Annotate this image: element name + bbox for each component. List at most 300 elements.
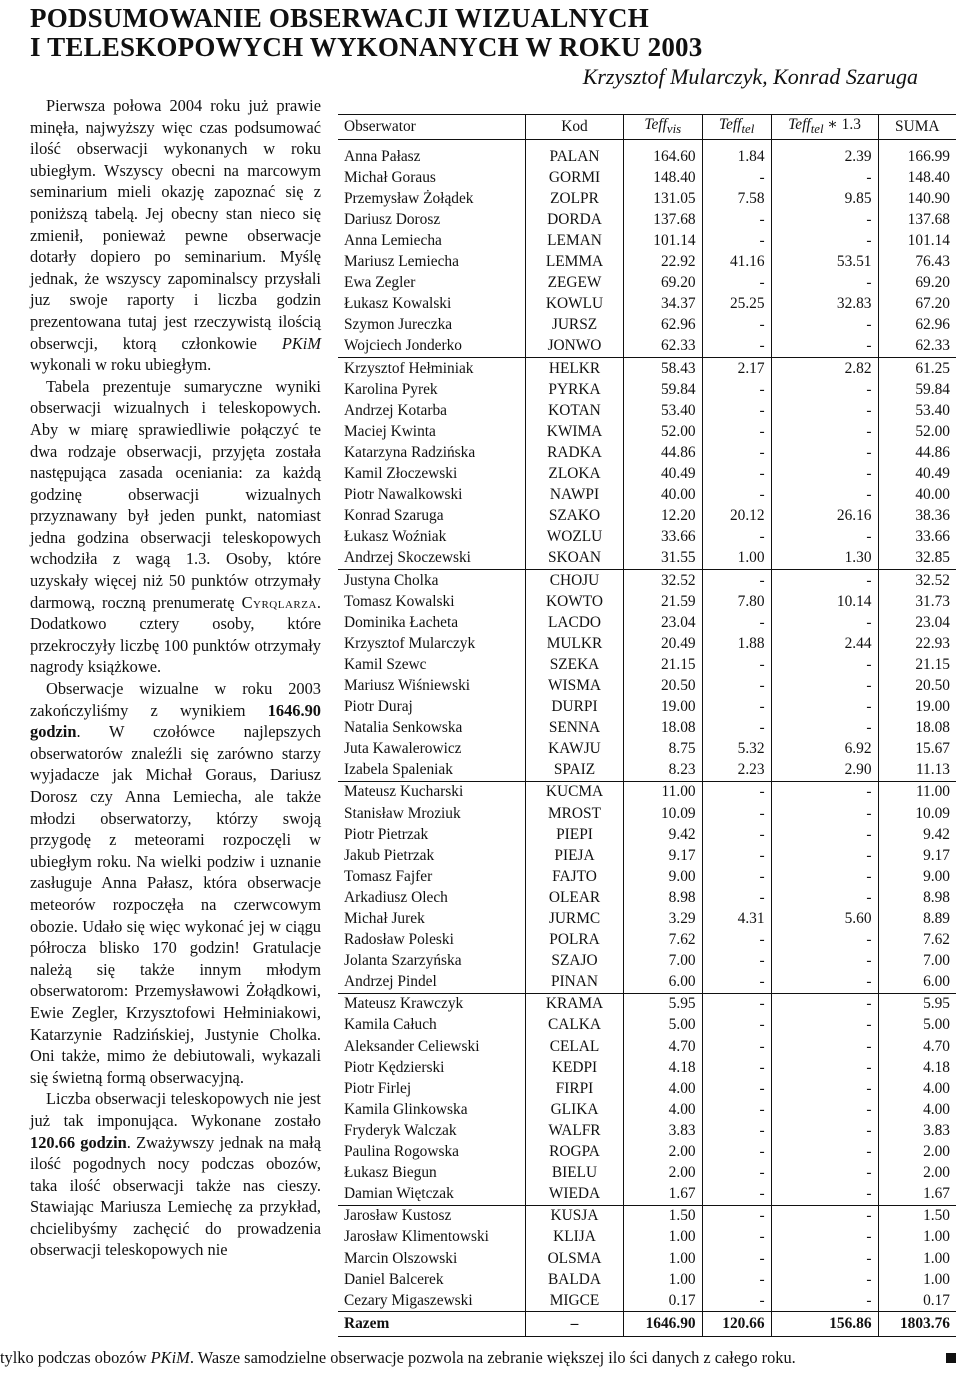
teff-tel: -: [702, 1163, 771, 1184]
teff-tel: -: [702, 930, 771, 951]
teff-weighted: 32.83: [836, 295, 872, 313]
observer-name: Jolanta Szarzyńska: [338, 951, 526, 972]
observer-code: KWIMA: [526, 421, 624, 442]
table-header-row: [338, 115, 956, 140]
total-weighted: 156.86: [771, 1312, 878, 1337]
teff-vis: 20.50: [624, 675, 703, 696]
paragraph-1-text: Pierwsza połowa 2004 roku już prawie minęła, najwyższy więc czas podsumować ilość obserwacji wykonanych w roku ubiegłym. Wszyscy obecni na marcowym seminarium mieli okazję zapoznać się z poniższą tabelą. Jej obecny stan nieco się zmienił, ponieważ pewne obserwacje dotarły dopiero po seminarium. Myślę jednak, że wszyscy zapominalscy przysłali juz swoje raporty i liczba godzin prezentowana tutaj jest rzeczywistą ilością obserwcji, ktorą członkowie: [30, 96, 321, 353]
teff-tel: -: [702, 803, 771, 824]
table-row: [338, 230, 956, 251]
teff-weighted: 2.90: [771, 760, 878, 782]
table-row: [338, 209, 956, 230]
observer-code: CHOJU: [526, 569, 624, 591]
table-row: [338, 1163, 956, 1184]
table-row: [338, 739, 956, 760]
sum-value: 11.13: [878, 760, 956, 782]
teff-tel: -: [702, 1099, 771, 1120]
observer-code: SENNA: [526, 718, 624, 739]
table-row: [338, 1205, 956, 1227]
teff-tel: 41.16: [702, 252, 771, 273]
observer-code: MULKR: [526, 633, 624, 654]
table-row: [338, 273, 956, 294]
observer-code: ZEGEW: [526, 273, 624, 294]
teff-tel: -: [702, 315, 771, 336]
header-code: Kod: [526, 115, 624, 140]
teff-weighted: 6.92: [844, 740, 872, 758]
table-row: [338, 866, 956, 887]
teff-weighted: -: [866, 804, 872, 822]
teff-vis: 7.00: [624, 951, 703, 972]
teff-weighted: -: [866, 1207, 872, 1225]
teff-vis: 20.49: [624, 633, 703, 654]
sum-value: 76.43: [878, 252, 956, 273]
teff-tel: 25.25: [702, 294, 771, 315]
sum-value: 7.62: [878, 930, 956, 951]
teff-weighted: -: [866, 1291, 872, 1309]
observer-code: WISMA: [526, 675, 624, 696]
teff-vis: 12.20: [624, 506, 703, 527]
sum-value: 5.95: [878, 993, 956, 1015]
sum-value: 148.40: [878, 167, 956, 188]
table-row: [338, 569, 956, 591]
observer-name: Łukasz Kowalski: [338, 294, 526, 315]
teff-weighted: -: [866, 719, 872, 737]
teff-tel: 1.84: [702, 146, 771, 167]
teff-vis: 0.17: [624, 1290, 703, 1312]
teff-tel: -: [702, 612, 771, 633]
table-row: [338, 1141, 956, 1162]
observer-name: Piotr Kędzierski: [338, 1057, 526, 1078]
teff-tel: -: [702, 336, 771, 358]
paragraph-1-end: wykonali w roku ubiegłym.: [30, 355, 212, 375]
observer-code: KOTAN: [526, 400, 624, 421]
teff-tel: -: [702, 1205, 771, 1227]
teff-vis: 52.00: [624, 421, 703, 442]
observer-code: OLEAR: [526, 887, 624, 908]
teff-weighted: -: [866, 571, 872, 589]
teff-weighted: -: [866, 232, 872, 249]
observer-code: SPAIZ: [526, 760, 624, 782]
total-code: –: [526, 1312, 624, 1337]
sum-value: 5.00: [878, 1015, 956, 1036]
table-row: [338, 972, 956, 994]
title-line-2: I TELESKOPOWYCH WYKONANYCH W ROKU 2003: [30, 32, 703, 62]
teff-tel: 2.23: [702, 760, 771, 782]
observer-code: HELKR: [526, 358, 624, 380]
observer-name: Maciej Kwinta: [338, 421, 526, 442]
observer-code: KOWLU: [526, 294, 624, 315]
total-tel: 120.66: [702, 1312, 771, 1337]
teff-tel: -: [702, 1184, 771, 1206]
teff-weighted: 2.39: [844, 147, 872, 165]
teff-weighted: -: [866, 401, 872, 419]
observer-name: Jarosław Kustosz: [338, 1205, 526, 1227]
sum-value: 69.20: [878, 273, 956, 294]
observer-code: FIRPI: [526, 1078, 624, 1099]
observer-code: RADKA: [526, 442, 624, 463]
observer-name: Szymon Jureczka: [338, 315, 526, 336]
teff-weighted: -: [866, 1016, 872, 1034]
observer-name: Konrad Szaruga: [338, 506, 526, 527]
teff-weighted: -: [866, 380, 872, 398]
teff-weighted: 2.44: [844, 634, 872, 652]
observer-name: Andrzej Pindel: [338, 972, 526, 994]
observer-name: Arkadiusz Olech: [338, 887, 526, 908]
paragraph-4-text: Liczba obserwacji teleskopowych nie jest już tak imponująca. Wykonane zostało: [30, 1089, 321, 1130]
table-row: [338, 760, 956, 782]
teff-weighted: 2.82: [844, 359, 872, 377]
total-vis: 1646.90: [624, 1312, 703, 1337]
observer-code: CELAL: [526, 1036, 624, 1057]
table-row: [338, 803, 956, 824]
table-row: [338, 527, 956, 548]
paragraph-3: [30, 678, 321, 1088]
paragraph-1: [30, 95, 321, 376]
observer-code: PINAN: [526, 972, 624, 994]
observer-name: Wojciech Jonderko: [338, 336, 526, 358]
teff-vis: 1.00: [624, 1269, 703, 1290]
table-row: [338, 697, 956, 718]
teff-vis: 62.96: [624, 315, 703, 336]
teff-tel: -: [702, 993, 771, 1015]
observer-name: Justyna Cholka: [338, 569, 526, 591]
teff-vis: 148.40: [624, 167, 703, 188]
sum-value: 1.67: [878, 1184, 956, 1206]
sum-value: 140.90: [878, 188, 956, 209]
observer-code: DURPI: [526, 697, 624, 718]
observer-name: Kamil Złoczewski: [338, 463, 526, 484]
table-body: [338, 146, 956, 1312]
table-row: [338, 930, 956, 951]
teff-vis: 22.92: [624, 252, 703, 273]
observer-name: Stanisław Mroziuk: [338, 803, 526, 824]
paragraph-2: [30, 376, 321, 678]
teff-tel: -: [702, 1120, 771, 1141]
observer-code: MIGCE: [526, 1290, 624, 1312]
sum-value: 9.00: [878, 866, 956, 887]
teff-tel: -: [702, 887, 771, 908]
teff-weighted: -: [866, 443, 872, 461]
table-row: [338, 1099, 956, 1120]
header-teff-vis: Teff$_{vis}$: [624, 115, 703, 140]
sum-value: 137.68: [878, 209, 956, 230]
teff-vis: 32.52: [624, 569, 703, 591]
authors: Krzysztof Mularczyk, Konrad Szaruga: [582, 64, 918, 89]
teff-vis: 62.33: [624, 336, 703, 358]
teff-vis: 1.50: [624, 1205, 703, 1227]
teff-vis: 8.98: [624, 887, 703, 908]
teff-vis: 2.00: [624, 1163, 703, 1184]
observer-name: Cezary Migaszewski: [338, 1290, 526, 1312]
table-row: [338, 421, 956, 442]
observer-name: Mariusz Lemiecha: [338, 252, 526, 273]
teff-weighted: -: [866, 1121, 872, 1139]
table-row: [338, 1290, 956, 1312]
teff-vis: 7.62: [624, 930, 703, 951]
sum-value: 52.00: [878, 421, 956, 442]
teff-weighted: -: [866, 1100, 872, 1118]
teff-vis: 9.00: [624, 866, 703, 887]
sum-value: 32.52: [878, 569, 956, 591]
sum-value: 15.67: [878, 739, 956, 760]
teff-tel: -: [702, 1078, 771, 1099]
sum-value: 8.98: [878, 887, 956, 908]
observer-code: BALDA: [526, 1269, 624, 1290]
observer-name: Andrzej Kotarba: [338, 400, 526, 421]
teff-vis: 44.86: [624, 442, 703, 463]
sum-value: 40.49: [878, 463, 956, 484]
observer-name: Krzysztof Hełminiak: [338, 358, 526, 380]
sum-value: 22.93: [878, 633, 956, 654]
teff-tel: -: [702, 421, 771, 442]
teff-tel: -: [702, 675, 771, 696]
teff-tel: -: [702, 1248, 771, 1269]
paragraph-4: [30, 1088, 321, 1261]
teff-vis: 8.75: [624, 739, 703, 760]
observer-code: WOZLU: [526, 527, 624, 548]
observer-code: PIEJA: [526, 845, 624, 866]
observer-code: LACDO: [526, 612, 624, 633]
magazine-name: Cyrqlarza: [241, 592, 317, 612]
teff-tel: -: [702, 866, 771, 887]
teff-tel: -: [702, 1015, 771, 1036]
observer-code: BIELU: [526, 1163, 624, 1184]
observer-code: ZLOKA: [526, 463, 624, 484]
teff-tel: 1.00: [702, 548, 771, 570]
sum-value: 61.25: [878, 358, 956, 380]
teff-weighted: -: [866, 655, 872, 673]
observer-name: Paulina Rogowska: [338, 1141, 526, 1162]
observer-name: Łukasz Biegun: [338, 1163, 526, 1184]
observer-code: WALFR: [526, 1120, 624, 1141]
visual-total-hours: 1646.90 godzin: [30, 700, 321, 742]
sum-value: 4.70: [878, 1036, 956, 1057]
observer-code: ROGPA: [526, 1141, 624, 1162]
teff-tel: -: [702, 654, 771, 675]
table-row: [338, 463, 956, 484]
teff-tel: -: [702, 527, 771, 548]
table-row: [338, 993, 956, 1015]
observer-name: Karolina Pyrek: [338, 379, 526, 400]
teff-vis: 23.04: [624, 612, 703, 633]
observer-name: Mateusz Krawczyk: [338, 993, 526, 1015]
table-row: [338, 315, 956, 336]
teff-vis: 40.00: [624, 485, 703, 506]
teff-weighted: -: [866, 931, 872, 949]
observer-name: Aleksander Celiewski: [338, 1036, 526, 1057]
sum-value: 10.09: [878, 803, 956, 824]
observer-name: Piotr Firlej: [338, 1078, 526, 1099]
teff-vis: 33.66: [624, 527, 703, 548]
table-row: [338, 1248, 956, 1269]
observer-code: OLSMA: [526, 1248, 624, 1269]
teff-weighted: -: [866, 486, 872, 504]
teff-weighted: -: [866, 676, 872, 694]
observer-code: PIEPI: [526, 824, 624, 845]
observer-name: Anna Lemiecha: [338, 230, 526, 251]
observer-name: Michał Jurek: [338, 908, 526, 929]
table-row: [338, 951, 956, 972]
teff-vis: 101.14: [624, 230, 703, 251]
sum-value: 9.17: [878, 845, 956, 866]
sum-value: 20.50: [878, 675, 956, 696]
teff-tel: -: [702, 1227, 771, 1248]
teff-tel: -: [702, 1141, 771, 1162]
observer-code: GORMI: [526, 167, 624, 188]
paragraph-3-end: . W czołówce najlepszych obserwatorów znaleźli się zarówno starzy wyjadacze jak Michał Goraus, Dariusz Dorosz czy Anna Lemiecha, ale także młodzi obserwatorzy, którzy swoją przygodę z meteorami rozpoczęli w ubiegłym roku. Na wielki podziw i uznanie zasługuje Anna Pałasz, która obserwacje meteorów rozpoczęła na czerwcowym obozie. Udało się więc wykonać jej w ciągu półrocza blisko 170 godzin! Gratulacje należą się także innym młodym obserwatorom: Przemysławowi Żołądkowi, Ewie Zegler, Krzysztofowi Hełminiakowi, Katarzynie Radzińskiej, Justynie Cholka. Oni także, mimo że debiutowali, wykazali się świetną formą obserwacyjną.: [30, 722, 321, 1087]
table-row: [338, 718, 956, 739]
teff-weighted: 10.14: [836, 592, 872, 610]
teff-weighted: -: [866, 888, 872, 906]
teff-vis: 21.15: [624, 654, 703, 675]
sum-value: 31.73: [878, 591, 956, 612]
teff-weighted: -: [771, 1184, 878, 1206]
table-row: [338, 591, 956, 612]
teff-weighted: 53.51: [836, 253, 872, 271]
table-row: [338, 1120, 956, 1141]
observer-code: KRAMA: [526, 993, 624, 1015]
teff-vis: 131.05: [624, 188, 703, 209]
table-row: [338, 1269, 956, 1290]
table-row: [338, 146, 956, 167]
sum-value: 3.83: [878, 1120, 956, 1141]
teff-vis: 31.55: [624, 548, 703, 570]
teff-tel: 2.17: [702, 358, 771, 380]
observer-name: Izabela Spaleniak: [338, 760, 526, 782]
observer-code: JURSZ: [526, 315, 624, 336]
table-row: [338, 188, 956, 209]
observer-code: POLRA: [526, 930, 624, 951]
sum-value: 53.40: [878, 400, 956, 421]
footer-org-name: PKiM: [150, 1348, 190, 1367]
footer-line-text: tylko podczas obozów: [0, 1348, 151, 1367]
teff-weighted: -: [866, 274, 872, 292]
paragraph-4-end: . Zważywszy jednak na małą ilość pogodnych nocy podczas obozów, taka ilość obserwacji także nas cieszy. Stawiając Mariusza Lemiechę za przykład, chcielibyśmy zachęcić do prowadzenia obserwacji teleskopowych nie: [30, 1132, 322, 1260]
observer-code: JONWO: [526, 336, 624, 358]
observer-code: KEDPI: [526, 1057, 624, 1078]
observer-name: Jakub Pietrzak: [338, 845, 526, 866]
sum-value: 7.00: [878, 951, 956, 972]
teff-weighted: -: [866, 952, 872, 970]
teff-vis: 4.70: [624, 1036, 703, 1057]
sum-value: 11.00: [878, 781, 956, 803]
teff-tel: 20.12: [702, 506, 771, 527]
observer-name: Anna Pałasz: [338, 146, 526, 167]
header-teff-weighted: Teff$_{tel}$ ∗ 1.3: [771, 115, 878, 140]
teff-tel: -: [702, 442, 771, 463]
teff-vis: 9.42: [624, 824, 703, 845]
paragraph-2-text: Tabela prezentuje sumaryczne wyniki obserwacji wizualnych i teleskopowych. Aby w miarę sprawiedliwie połączyć te dwa rodzaje obserwacji, przyjęta została następująca zasada oceniania: za każdą godzinę obserwacji wizualnych przyznawany był jeden punkt, natomiast jedna godzina obserwacji teleskopowych wchodziła z wagą 1.3. Osoby, które uzyskały więcej niż 50 punktów otrzymały darmową, roczną prenumeratę: [30, 376, 321, 612]
teff-weighted: -: [866, 1143, 872, 1161]
teff-weighted: -: [866, 168, 872, 186]
observer-name: Dariusz Dorosz: [338, 209, 526, 230]
sum-value: 8.89: [878, 908, 956, 929]
teff-weighted: -: [866, 613, 872, 631]
teff-vis: 18.08: [624, 718, 703, 739]
teff-tel: -: [702, 951, 771, 972]
observer-code: CALKA: [526, 1015, 624, 1036]
teff-vis: 137.68: [624, 209, 703, 230]
sum-value: 2.00: [878, 1163, 956, 1184]
teff-tel: -: [702, 845, 771, 866]
observer-code: SKOAN: [526, 548, 624, 570]
table-row: [338, 506, 956, 527]
table-row: [338, 442, 956, 463]
teff-tel: 7.80: [702, 591, 771, 612]
teff-weighted: -: [866, 995, 872, 1013]
teff-vis: 2.00: [624, 1141, 703, 1162]
footer-line: [0, 1347, 960, 1369]
teff-tel: 1.88: [702, 633, 771, 654]
teff-weighted: -: [866, 465, 872, 483]
observer-code: ZOLPR: [526, 188, 624, 209]
sum-value: 9.42: [878, 824, 956, 845]
table-row: [338, 675, 956, 696]
page-title: [30, 4, 702, 62]
table-row: [338, 908, 956, 929]
teff-weighted: -: [866, 1037, 872, 1055]
teff-weighted: 9.85: [844, 189, 872, 207]
table-row: [338, 167, 956, 188]
sum-value: 62.96: [878, 315, 956, 336]
teff-weighted: -: [771, 336, 878, 358]
observer-code: KUSJA: [526, 1205, 624, 1227]
table-row: [338, 1227, 956, 1248]
table-row: [338, 824, 956, 845]
observer-code: PALAN: [526, 146, 624, 167]
sum-value: 23.04: [878, 612, 956, 633]
table-row: [338, 1184, 956, 1206]
table-row: [338, 1036, 956, 1057]
table-total-row: [338, 1312, 956, 1337]
teff-tel: -: [702, 230, 771, 251]
table-row: [338, 845, 956, 866]
teff-vis: 1.67: [624, 1184, 703, 1206]
teff-vis: 4.18: [624, 1057, 703, 1078]
teff-weighted: 5.60: [844, 910, 872, 927]
table-row: [338, 548, 956, 570]
observer-name: Łukasz Woźniak: [338, 527, 526, 548]
total-label: Razem: [338, 1312, 526, 1337]
observer-code: KOWTO: [526, 591, 624, 612]
teff-weighted: -: [866, 698, 872, 716]
sum-value: 1.00: [878, 1227, 956, 1248]
observer-code: DORDA: [526, 209, 624, 230]
observer-code: NAWPI: [526, 485, 624, 506]
observer-name: Daniel Balcerek: [338, 1269, 526, 1290]
teff-vis: 53.40: [624, 400, 703, 421]
teff-tel: -: [702, 569, 771, 591]
teff-tel: -: [702, 718, 771, 739]
article-body: [30, 95, 321, 1261]
sum-value: 4.00: [878, 1099, 956, 1120]
observer-name: Ewa Zegler: [338, 273, 526, 294]
header-observer: Obserwator: [338, 115, 526, 140]
teff-vis: 59.84: [624, 379, 703, 400]
teff-weighted: -: [866, 825, 872, 843]
teff-vis: 3.29: [624, 908, 703, 929]
observer-code: LEMMA: [526, 252, 624, 273]
teff-weighted: -: [866, 210, 872, 228]
table-row: [338, 612, 956, 633]
table-row: [338, 1078, 956, 1099]
observer-code: MROST: [526, 803, 624, 824]
end-mark-square: [946, 1353, 956, 1363]
teff-vis: 164.60: [624, 146, 703, 167]
table-row: [338, 294, 956, 315]
observer-name: Dominika Łacheta: [338, 612, 526, 633]
teff-tel: -: [702, 273, 771, 294]
